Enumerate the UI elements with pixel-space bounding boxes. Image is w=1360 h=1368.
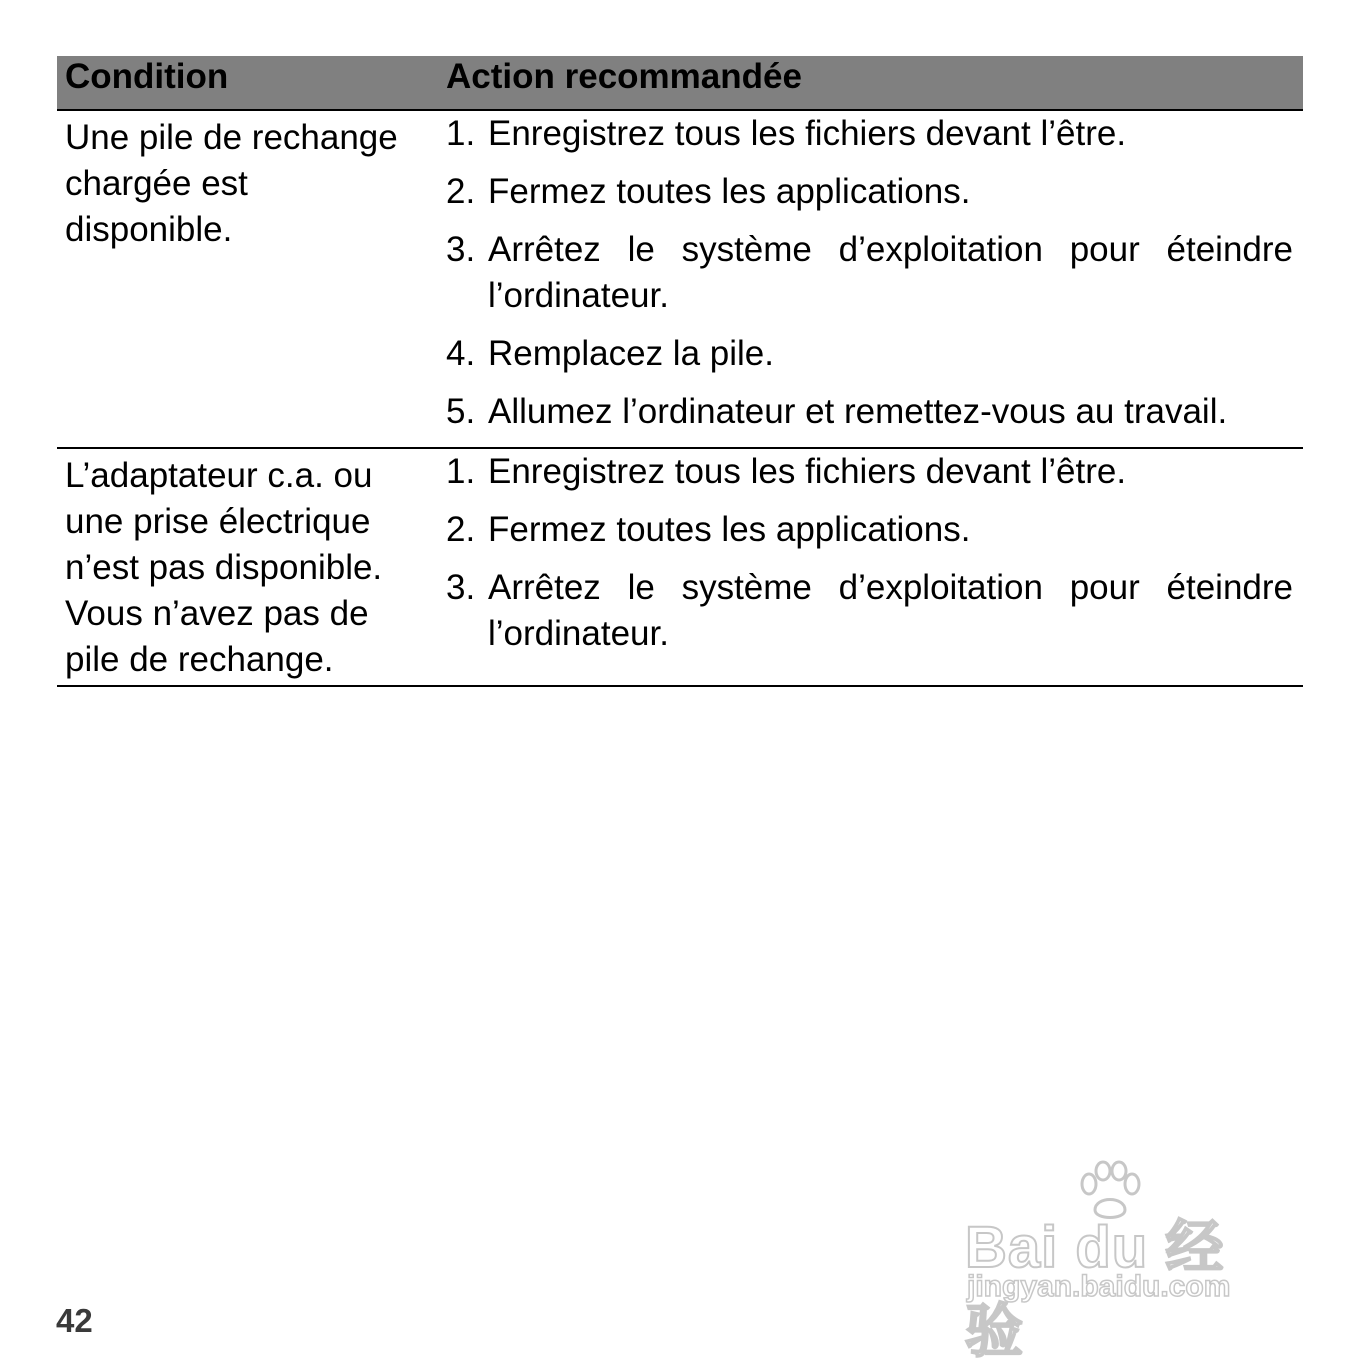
condition-line: disponible. xyxy=(65,210,233,249)
list-item xyxy=(446,111,1303,157)
header-action: Action recommandée xyxy=(446,57,802,96)
action-cell xyxy=(446,448,1303,686)
step-text: Fermez toutes les applications. xyxy=(488,172,971,211)
list-item xyxy=(446,389,1303,435)
step-number: 1. xyxy=(446,114,476,153)
table-row xyxy=(57,448,1303,686)
condition-line: Vous n’avez pas de xyxy=(65,594,369,633)
step-list xyxy=(446,449,1303,657)
action-cell xyxy=(446,110,1303,448)
condition-cell xyxy=(57,110,446,448)
step-number: 2. xyxy=(446,510,476,549)
list-item xyxy=(446,169,1303,215)
list-item xyxy=(446,449,1303,495)
table-header-row xyxy=(57,56,1303,110)
list-item xyxy=(446,227,1303,319)
step-text: Enregistrez tous les fichiers devant l’être. xyxy=(488,114,1127,153)
condition-line: chargée est xyxy=(65,164,248,203)
condition-line: L’adaptateur c.a. ou xyxy=(65,456,373,495)
step-text: Allumez l’ordinateur et remettez-vous au travail. xyxy=(488,392,1228,431)
step-number: 2. xyxy=(446,172,476,211)
list-item xyxy=(446,331,1303,377)
step-text: Fermez toutes les applications. xyxy=(488,510,971,549)
step-text: Remplacez la pile. xyxy=(488,334,774,373)
step-number: 1. xyxy=(446,452,476,491)
condition-line: pile de rechange. xyxy=(65,640,334,679)
step-text: Arrêtez le système d’exploitation pour éteindre l’ordinateur. xyxy=(488,568,1293,653)
condition-line: une prise électrique xyxy=(65,502,371,541)
header-condition: Condition xyxy=(65,57,229,96)
step-number: 4. xyxy=(446,334,476,373)
step-list xyxy=(446,111,1303,435)
step-number: 3. xyxy=(446,230,476,269)
table-row xyxy=(57,110,1303,448)
troubleshooting-table xyxy=(57,56,1303,687)
condition-line: n’est pas disponible. xyxy=(65,548,383,587)
page-number: 42 xyxy=(56,1302,93,1339)
list-item xyxy=(446,507,1303,553)
condition-cell xyxy=(57,448,446,686)
step-text: Enregistrez tous les fichiers devant l’être. xyxy=(488,452,1127,491)
condition-line: Une pile de rechange xyxy=(65,118,398,157)
step-number: 5. xyxy=(446,392,476,431)
step-text: Arrêtez le système d’exploitation pour éteindre l’ordinateur. xyxy=(488,230,1293,315)
watermark-logo xyxy=(965,1160,1275,1364)
step-number: 3. xyxy=(446,568,476,607)
watermark-url: jingyan.baidu.com xyxy=(967,1270,1231,1303)
list-item xyxy=(446,565,1303,657)
watermark-brand: Bai du 经验 xyxy=(965,1215,1225,1364)
